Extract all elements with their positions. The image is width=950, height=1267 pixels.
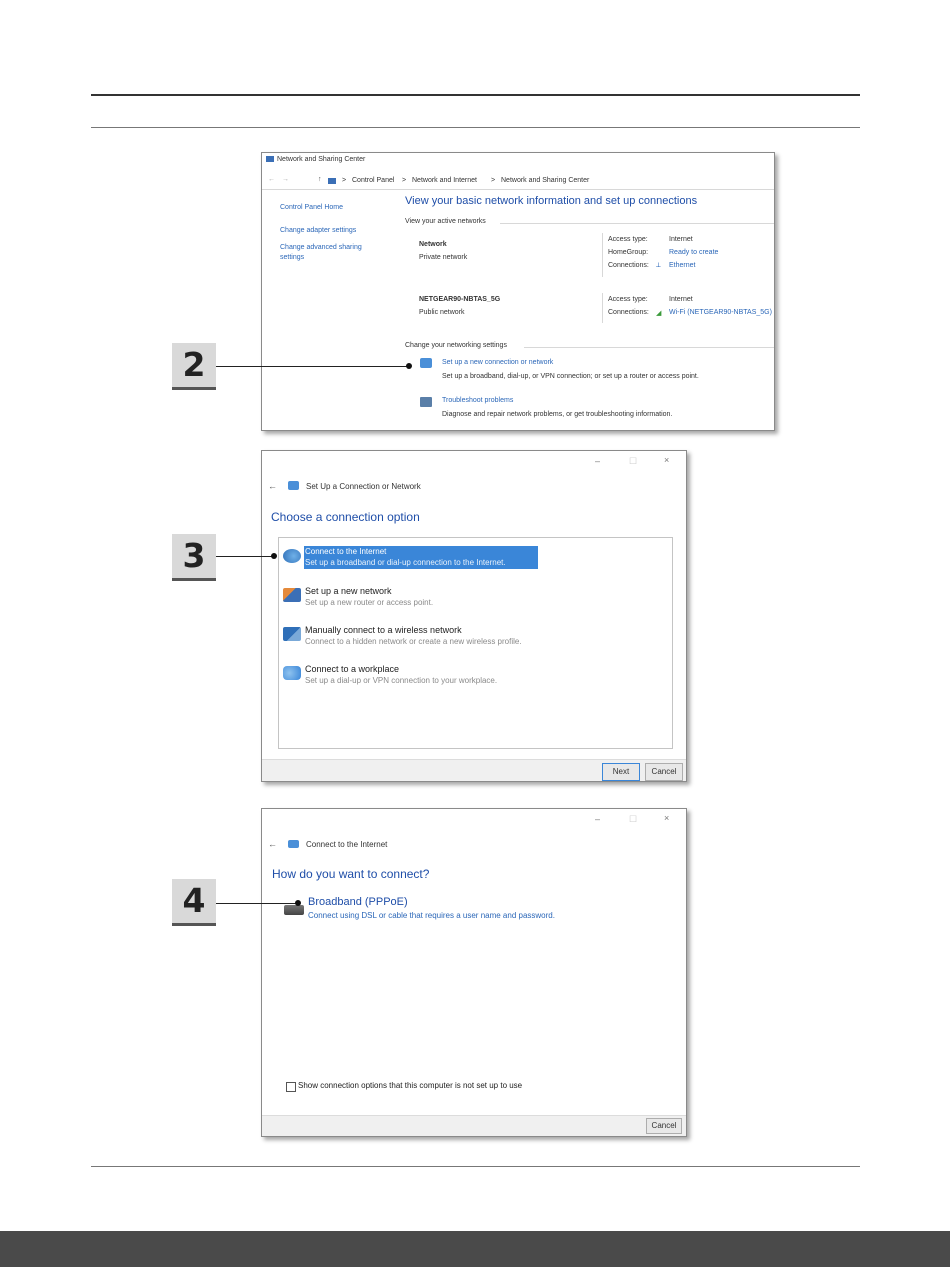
option-title: Set up a new network (305, 586, 392, 596)
step-4-dot (295, 900, 301, 906)
breadcrumb-sep: > (402, 177, 407, 184)
network1-name: Network (419, 241, 447, 248)
network2-type: Public network (419, 309, 465, 316)
sidebar-item-adapter[interactable]: Change adapter settings (280, 227, 357, 234)
option-sub: Set up a dial-up or VPN connection to your workplace. (305, 676, 498, 685)
option-title: Broadband (PPPoE) (308, 896, 408, 908)
ethernet-icon: ⟂ (656, 262, 661, 269)
sidebar-item-home[interactable]: Control Panel Home (280, 204, 344, 211)
network1-divider (602, 233, 603, 277)
setup-connection-dialog (261, 450, 687, 782)
option-broadband-pppoe[interactable] (282, 896, 592, 924)
forward-button[interactable]: → (282, 176, 289, 183)
footer-bar (0, 1231, 950, 1267)
network-setup-icon (288, 481, 299, 490)
step-2-leader (216, 366, 408, 367)
sidebar-item-advanced-sharing[interactable]: Change advanced sharing (280, 244, 362, 251)
back-button[interactable]: ← (268, 176, 275, 183)
option-sub: Connect to a hidden network or create a new wireless profile. (305, 637, 522, 646)
breadcrumb-network-internet[interactable]: Network and Internet (412, 177, 477, 184)
back-arrow-icon[interactable]: ← (268, 481, 277, 491)
change-settings-label: Change your networking settings (405, 342, 507, 349)
network2-access-label: Access type: (608, 296, 648, 303)
dialog-footer (262, 1115, 686, 1137)
maximize-button[interactable]: ☐ (629, 814, 638, 824)
network1-homegroup-link[interactable]: Ready to create (669, 249, 719, 256)
step-2-badge: 2 (172, 343, 216, 390)
breadcrumb-control-panel[interactable]: Control Panel (352, 177, 395, 184)
option-connect-internet[interactable] (280, 546, 538, 570)
option-new-network[interactable] (280, 585, 620, 609)
option-manual-wireless[interactable] (280, 624, 620, 648)
up-arrow-icon[interactable]: ↑ (318, 176, 322, 183)
maximize-button[interactable]: ☐ (629, 456, 638, 466)
sidebar-item-advanced-sharing-2[interactable]: settings (280, 254, 305, 261)
close-button[interactable]: × (664, 813, 670, 823)
network-center-icon (266, 156, 274, 162)
wireless-icon (283, 627, 301, 641)
breadcrumb-network-sharing-center[interactable]: Network and Sharing Center (501, 177, 590, 184)
option-title: Connect to a workplace (305, 664, 400, 674)
back-arrow-icon[interactable]: ← (268, 839, 277, 849)
top-rule-thick (91, 94, 860, 96)
dialog-heading: Choose a connection option (271, 510, 420, 524)
option-workplace[interactable] (280, 663, 620, 687)
page-heading: View your basic network information and set up connections (405, 195, 698, 207)
network2-connection-link[interactable]: Wi-Fi (NETGEAR90-NBTAS_5G) (669, 309, 772, 316)
dialog-title: Set Up a Connection or Network (306, 482, 421, 491)
network-sharing-center-window (261, 152, 775, 431)
setup-connection-desc: Set up a broadband, dial-up, or VPN connection; or set up a router or access point. (442, 373, 699, 380)
step-3-leader (216, 556, 274, 557)
option-title: Manually connect to a wireless network (305, 625, 462, 635)
router-icon (283, 588, 301, 602)
connect-internet-dialog (261, 808, 687, 1137)
step-2-dot (406, 363, 412, 369)
window-title: Network and Sharing Center (277, 156, 366, 163)
next-button[interactable]: Next (602, 763, 640, 781)
dialog-heading: How do you want to connect? (272, 867, 430, 881)
breadcrumb-sep: > (491, 177, 496, 184)
network1-connections-label: Connections: (608, 262, 649, 269)
network2-access-value: Internet (669, 296, 693, 303)
step-4-badge: 4 (172, 879, 216, 926)
show-options-checkbox[interactable] (286, 1082, 296, 1092)
step-3-badge: 3 (172, 534, 216, 581)
top-rule-thin (91, 127, 860, 128)
internet-connection-icon (288, 840, 299, 848)
network1-access-label: Access type: (608, 236, 648, 243)
broadband-icon (284, 905, 304, 915)
step-4-leader (216, 903, 298, 904)
bottom-rule (91, 1166, 860, 1167)
minimize-button[interactable]: – (595, 456, 601, 466)
network2-connections-label: Connections: (608, 309, 649, 316)
option-sub: Set up a broadband or dial-up connection to the Internet. (305, 558, 506, 567)
option-title: Connect to the Internet (305, 547, 387, 556)
cancel-button[interactable]: Cancel (645, 763, 683, 781)
dialog-title: Connect to the Internet (306, 840, 388, 849)
wifi-icon: ◢ (656, 310, 662, 317)
active-networks-label: View your active networks (405, 218, 486, 225)
option-sub: Connect using DSL or cable that requires a user name and password. (308, 911, 555, 920)
network2-divider (602, 293, 603, 323)
minimize-button[interactable]: – (595, 814, 601, 824)
show-options-label: Show connection options that this computer is not set up to use (298, 1081, 523, 1090)
network1-access-value: Internet (669, 236, 693, 243)
setup-connection-icon (420, 358, 432, 368)
workplace-icon (283, 666, 301, 680)
network1-connection-link[interactable]: Ethernet (669, 262, 696, 269)
cancel-button[interactable]: Cancel (646, 1118, 682, 1134)
change-settings-rule (524, 347, 774, 348)
active-networks-rule (500, 223, 774, 224)
troubleshoot-icon (420, 397, 432, 407)
network1-type: Private network (419, 254, 468, 261)
network-center-icon (328, 178, 336, 184)
network1-homegroup-label: HomeGroup: (608, 249, 649, 256)
troubleshoot-link[interactable]: Troubleshoot problems (442, 397, 514, 404)
setup-connection-link[interactable]: Set up a new connection or network (442, 359, 554, 366)
breadcrumb-sep: > (342, 177, 347, 184)
close-button[interactable]: × (664, 455, 670, 465)
troubleshoot-desc: Diagnose and repair network problems, or get troubleshooting information. (442, 411, 673, 418)
step-3-dot (271, 553, 277, 559)
address-bar-divider (262, 189, 774, 190)
network2-name: NETGEAR90-NBTAS_5G (419, 296, 501, 303)
option-sub: Set up a new router or access point. (305, 598, 434, 607)
globe-icon (283, 549, 301, 563)
